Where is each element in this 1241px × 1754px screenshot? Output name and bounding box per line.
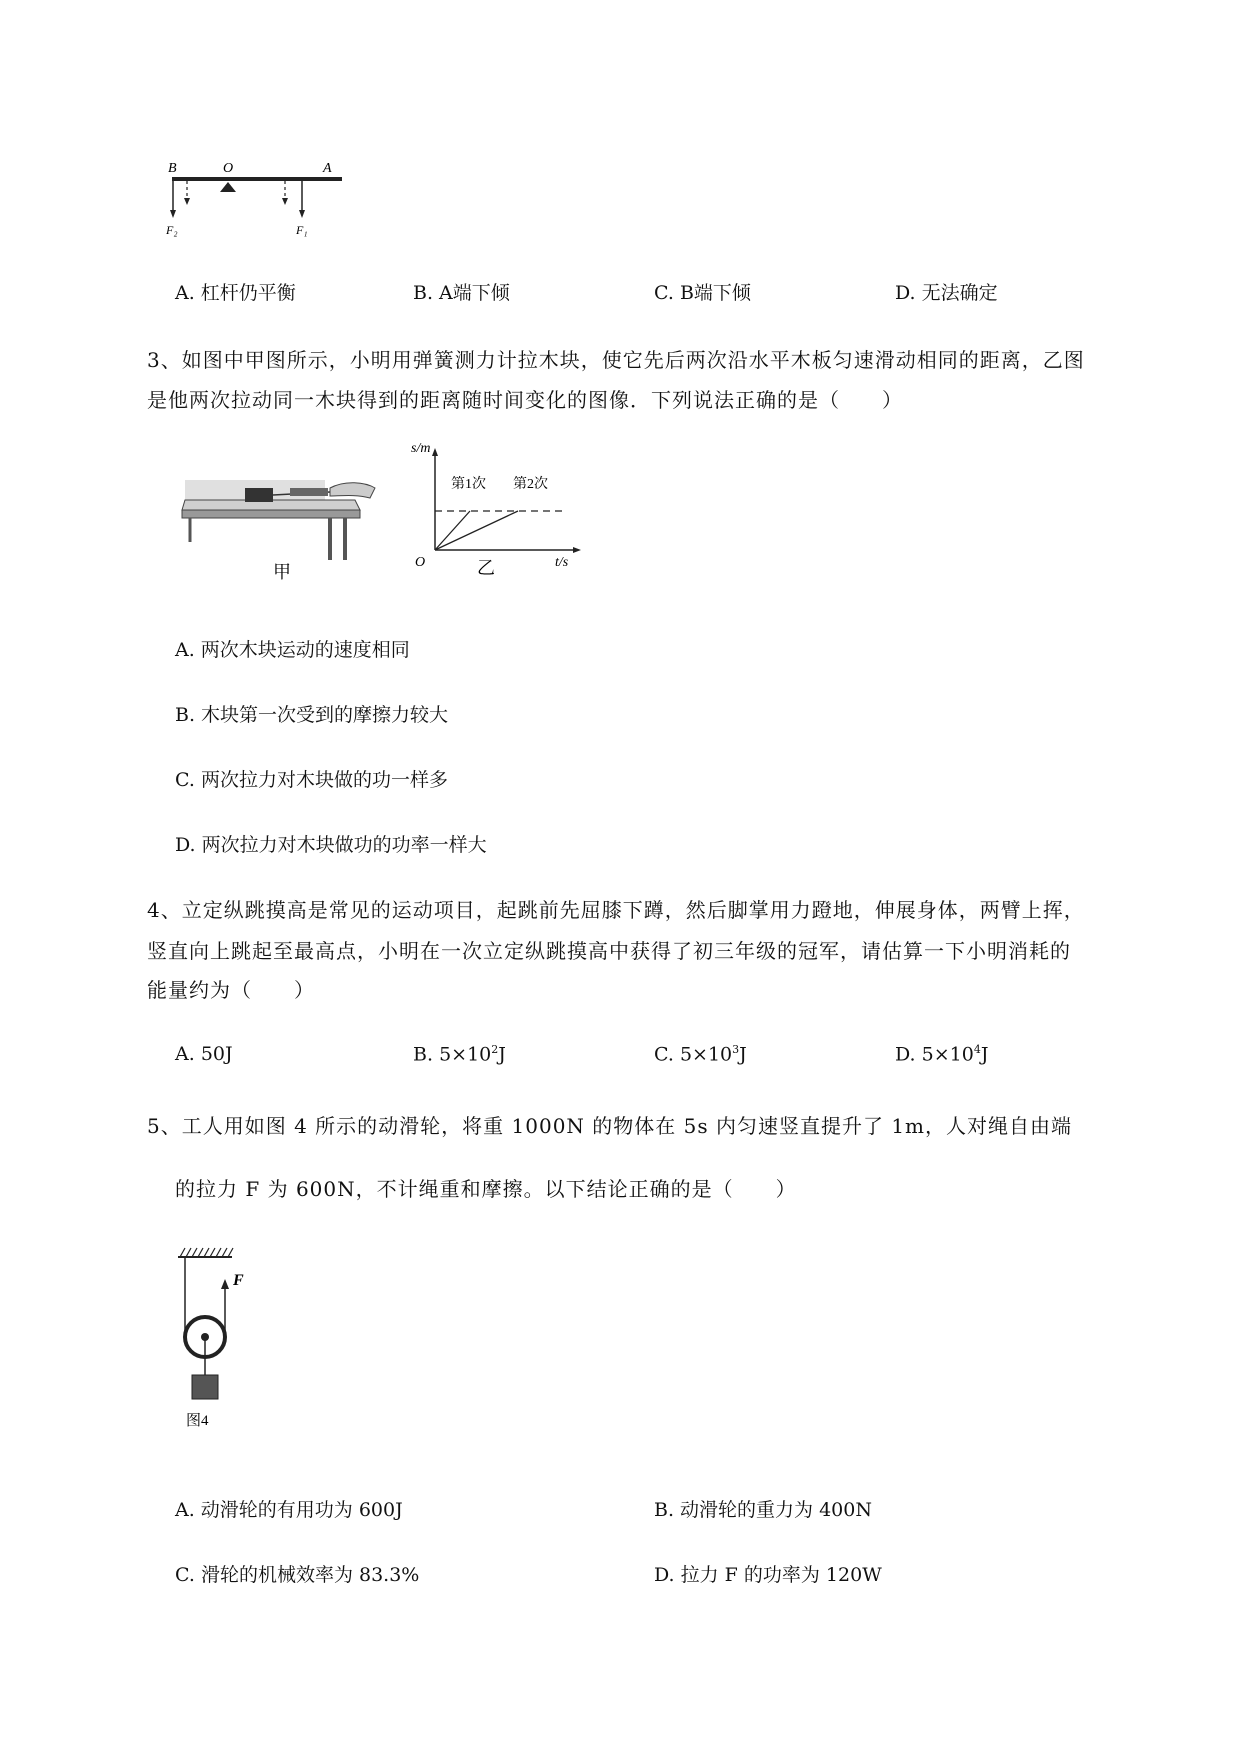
lever-label-o: O [223,161,234,176]
lever-label-f2: F₂ [166,223,178,237]
q3-figure-jia [180,470,400,580]
lever-label-f1: F₁ [296,223,308,237]
q3-option-d: D. 两次拉力对木块做功的功率一样大 [175,834,487,856]
q4-stem-line2: 竖直向上跳起至最高点，小明在一次立定纵跳摸高中获得了初三年级的冠军，请估算一下小明消耗的 [147,939,1071,963]
q3-figure-jia-label: 甲 [273,562,291,582]
q3-option-a: A. 两次木块运动的速度相同 [175,639,410,661]
q5-pulley-figure [170,1245,280,1435]
q5-option-d: D. 拉力 F 的功率为 120W [654,1564,882,1586]
q2-option-a: A. 杠杆仍平衡 [175,282,296,304]
q4-stem-line3: 能量约为（ ） [147,978,315,1002]
q5-option-a: A. 动滑轮的有用功为 600J [175,1499,403,1521]
graph-first-label: 第1次 [451,477,486,492]
q3-option-b: B. 木块第一次受到的摩擦力较大 [175,704,449,726]
q2-option-d: D. 无法确定 [895,282,998,304]
q3-figure-yi-label: 乙 [477,558,495,578]
q5-option-b: B. 动滑轮的重力为 400N [654,1499,872,1521]
q4-option-a: A. 50J [175,1043,233,1065]
q4-stem-line1: 4、立定纵跳摸高是常见的运动项目，起跳前先屈膝下蹲，然后脚掌用力蹬地，伸展身体，两臂上挥， [147,898,1085,922]
pulley-caption: 图4 [186,1413,209,1429]
q4-option-d: D. $5\times 10^4J$ [895,1043,989,1066]
graph-origin-label: O [415,555,426,570]
q3-figure-yi [405,440,585,578]
q3-option-c: C. 两次拉力对木块做的功一样多 [175,769,448,791]
q5-stem-line2: 的拉力 F 为 600N，不计绳重和摩擦。以下结论正确的是（ ） [175,1177,797,1201]
graph-y-axis-label: s/m [411,441,431,456]
graph-second-label: 第2次 [513,477,548,492]
q3-stem-line1: 3、如图中甲图所示，小明用弹簧测力计拉木块，使它先后两次沿水平木板匀速滑动相同的距离，乙图 [147,348,1085,372]
graph-line-first [435,511,470,550]
q3-stem-line2: 是他两次拉动同一木块得到的距离随时间变化的图像．下列说法正确的是（ ） [147,388,903,412]
q2-option-c: C. B端下倾 [654,282,751,304]
graph-x-axis-label: t/s [555,555,569,570]
q2-option-b: B. A端下倾 [413,282,510,304]
q5-option-c: C. 滑轮的机械效率为 83.3% [175,1564,420,1586]
q4-option-b: B. $5\times 10^2J$ [413,1043,506,1066]
lever-label-a: A [323,161,332,176]
lever-label-b: B [168,161,177,176]
q5-stem-line1: 5、工人用如图 4 所示的动滑轮，将重 1000N 的物体在 5s 内匀速竖直提升了 1m，人对绳自由端 [147,1114,1073,1138]
graph-line-second [435,511,518,550]
lever-figure [166,150,350,240]
pulley-force-label: F [233,1272,244,1289]
q4-option-c: C. $5\times 10^3J$ [654,1043,747,1066]
